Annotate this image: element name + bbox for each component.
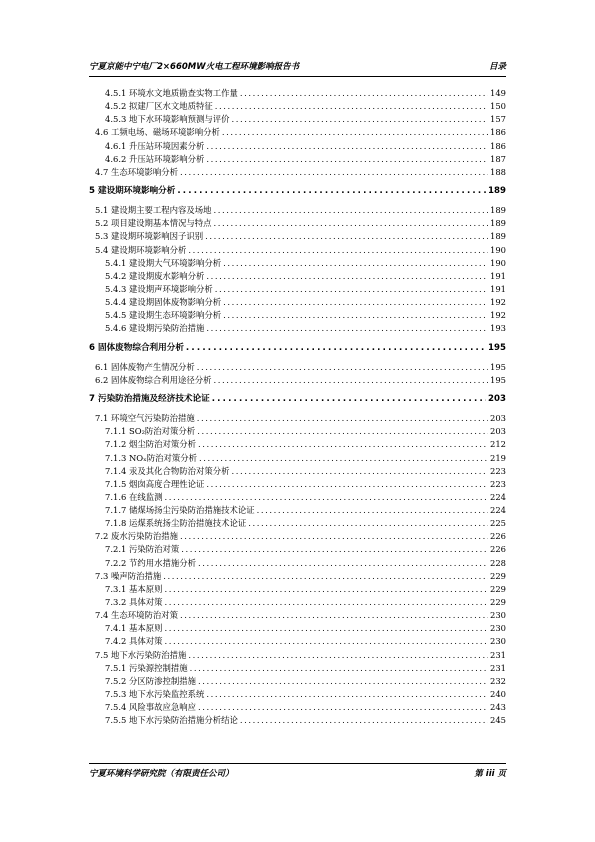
toc-entry-page: 189 — [490, 205, 506, 216]
section-label: 目录 — [488, 62, 506, 72]
toc-entry-title: 5.4.2 建设期废水影响分析 — [105, 270, 205, 281]
toc-entry-page: 189 — [490, 231, 506, 242]
toc-entry[interactable] — [89, 714, 506, 727]
toc-dot-leader — [213, 204, 488, 217]
toc-dot-leader — [212, 393, 486, 406]
toc-entry-title: 7.5 地下水污染防治措施 — [95, 649, 187, 660]
toc-entry[interactable] — [89, 557, 506, 570]
toc-entry-title: 7 污染防治措施及经济技术论证 — [89, 393, 210, 404]
toc-dot-leader — [198, 675, 488, 688]
toc-dot-leader — [188, 244, 488, 257]
toc-dot-leader — [180, 609, 488, 622]
toc-entry-title: 6.2 固体废物综合利用途径分析 — [95, 374, 212, 385]
toc-dot-leader — [257, 504, 488, 517]
toc-dot-leader — [206, 322, 488, 335]
toc-entry-page: 232 — [490, 675, 506, 686]
toc-entry-page: 230 — [490, 623, 506, 634]
toc-entry-page: 231 — [490, 649, 506, 660]
toc-entry-title: 5.4.5 建设期生态环境影响分析 — [105, 310, 222, 321]
toc-entry-title: 7.1.7 储煤场扬尘污染防治措施技术论证 — [105, 505, 255, 516]
toc-entry[interactable] — [89, 140, 506, 153]
toc-entry[interactable] — [89, 113, 506, 126]
toc-dot-leader — [206, 153, 488, 166]
toc-entry[interactable] — [89, 452, 506, 465]
toc-entry-title: 5.4.1 建设期大气环境影响分析 — [105, 257, 222, 268]
toc-dot-leader — [206, 478, 488, 491]
toc-entry-title: 7.2.2 节约用水措施分析 — [105, 557, 196, 568]
toc-entry-title: 4.6.1 升压站环境因素分析 — [105, 140, 205, 151]
toc-entry[interactable] — [89, 662, 506, 675]
toc-entry-title: 5.3 建设期环境影响因子识别 — [95, 231, 204, 242]
toc-entry[interactable] — [89, 491, 506, 504]
toc-entry[interactable] — [89, 504, 506, 517]
toc-entry-title: 5 建设期环境影响分析 — [89, 185, 176, 196]
toc-entry-page: 157 — [490, 114, 506, 125]
toc-entry[interactable] — [89, 230, 506, 243]
toc-entry[interactable] — [89, 100, 506, 113]
toc-dot-leader — [223, 257, 488, 270]
toc-entry-title: 6.1 固体废物产生情况分析 — [95, 361, 195, 372]
header-rule — [89, 76, 506, 77]
toc-dot-leader — [206, 140, 488, 153]
toc-entry-page: 219 — [490, 452, 506, 463]
toc-entry-title: 7.3 噪声防治措施 — [95, 570, 162, 581]
toc-dot-leader — [199, 452, 488, 465]
toc-entry[interactable] — [89, 478, 506, 491]
toc-entry-page: 226 — [490, 544, 506, 555]
toc-entry[interactable] — [89, 688, 506, 701]
toc-dot-leader — [248, 517, 488, 530]
toc-entry-page: 245 — [490, 715, 506, 726]
toc-dot-leader — [197, 412, 488, 425]
toc-entry[interactable] — [89, 635, 506, 648]
toc-entry-title: 7.4.2 具体对策 — [105, 636, 163, 647]
toc-entry-title: 7.5.4 风险事故应急响应 — [105, 702, 196, 713]
toc-entry[interactable] — [89, 622, 506, 635]
toc-entry-title: 7.3.2 具体对策 — [105, 597, 163, 608]
toc-entry-title: 7.1.5 烟囱高度合理性论证 — [105, 478, 205, 489]
toc-entry-title: 7.1.4 汞及其化合物防治对策分析 — [105, 465, 230, 476]
toc-entry[interactable] — [89, 217, 506, 230]
toc-dot-leader — [188, 649, 488, 662]
toc-entry-title: 5.4.6 建设期污染防治措施 — [105, 323, 205, 334]
toc-entry[interactable] — [89, 596, 506, 609]
document-title: 宁夏京能中宁电厂2×660MW火电工程环境影响报告书 — [89, 62, 300, 72]
toc-entry[interactable] — [89, 309, 506, 322]
toc-entry-page: 195 — [488, 342, 506, 353]
toc-entry-title: 7.1.6 在线监测 — [105, 491, 163, 502]
toc-entry-page: 190 — [490, 257, 506, 268]
toc-entry[interactable] — [89, 204, 506, 217]
toc-dot-leader — [215, 100, 488, 113]
toc-entry-page: 195 — [490, 374, 506, 385]
toc-entry-page: 190 — [490, 244, 506, 255]
toc-dot-leader — [198, 557, 488, 570]
toc-dot-leader — [164, 635, 488, 648]
toc-entry[interactable] — [89, 296, 506, 309]
toc-entry-page: 187 — [490, 153, 506, 164]
toc-dot-leader — [223, 309, 488, 322]
toc-entry-page: 186 — [490, 140, 506, 151]
toc-dot-leader — [180, 530, 488, 543]
toc-entry-page: 212 — [490, 439, 506, 450]
toc-entry-title: 7.2.1 污染防治对策 — [105, 544, 180, 555]
toc-entry[interactable] — [89, 270, 506, 283]
toc-entry-title: 7.5.1 污染源控制措施 — [105, 662, 188, 673]
toc-entry[interactable] — [89, 126, 506, 139]
toc-dot-leader — [206, 270, 488, 283]
toc-dot-leader — [164, 491, 488, 504]
toc-entry-title: 5.1 建设期主要工程内容及场地 — [95, 205, 212, 216]
toc-entry-page: 243 — [490, 702, 506, 713]
toc-dot-leader — [197, 425, 488, 438]
toc-dot-leader — [240, 714, 488, 727]
page-header — [89, 60, 506, 74]
toc-entry[interactable] — [89, 393, 506, 406]
toc-entry-title: 7.4.1 基本原则 — [105, 623, 163, 634]
toc-entry[interactable] — [89, 257, 506, 270]
toc-entry-title: 7.5.5 地下水污染防治措施分析结论 — [105, 715, 238, 726]
page-footer — [89, 767, 506, 781]
toc-entry-title: 7.5.3 地下水污染监控系统 — [105, 689, 205, 700]
toc-entry-title: 4.6.2 升压站环境影响分析 — [105, 153, 205, 164]
toc-entry-title: 4.5.3 地下水环境影响预测与评价 — [105, 114, 230, 125]
toc-entry-page: 223 — [490, 478, 506, 489]
toc-dot-leader — [186, 342, 486, 355]
toc-entry-page: 230 — [490, 610, 506, 621]
toc-entry[interactable] — [89, 465, 506, 478]
toc-dot-leader — [240, 87, 488, 100]
toc-dot-leader — [215, 283, 488, 296]
toc-entry-page: 225 — [490, 518, 506, 529]
toc-entry[interactable] — [89, 649, 506, 662]
toc-entry[interactable] — [89, 412, 506, 425]
toc-entry-title: 7.5.2 分区防渗控制措施 — [105, 675, 196, 686]
toc-entry[interactable] — [89, 609, 506, 622]
toc-entry-page: 224 — [490, 505, 506, 516]
toc-entry-page: 186 — [490, 127, 506, 138]
toc-entry-title: 7.3.1 基本原则 — [105, 583, 163, 594]
toc-entry-page: 226 — [490, 531, 506, 542]
toc-entry-title: 4.7 生态环境影响分析 — [95, 166, 178, 177]
toc-dot-leader — [190, 662, 488, 675]
toc-entry-title: 5.4.4 建设期固体废物影响分析 — [105, 297, 222, 308]
toc-dot-leader — [180, 166, 488, 179]
toc-entry[interactable] — [89, 583, 506, 596]
toc-dot-leader — [213, 217, 488, 230]
toc-entry-title: 4.5.1 环境水文地质勘查实物工作量 — [105, 87, 238, 98]
toc-entry[interactable] — [89, 244, 506, 257]
toc-entry[interactable] — [89, 675, 506, 688]
toc-dot-leader — [231, 113, 488, 126]
toc-dot-leader — [164, 596, 488, 609]
toc-entry-page: 192 — [490, 297, 506, 308]
toc-entry-page: 149 — [490, 87, 506, 98]
toc-entry-page: 230 — [490, 636, 506, 647]
toc-entry-title: 7.1.8 运煤系统扬尘防治措施技术论证 — [105, 518, 247, 529]
toc-entry-page: 224 — [490, 491, 506, 502]
toc-dot-leader — [163, 570, 488, 583]
table-of-contents — [89, 87, 506, 727]
toc-entry-title: 7.1.3 NOₓ防治对策分析 — [105, 452, 197, 463]
toc-entry-title: 6 固体废物综合利用分析 — [89, 342, 184, 353]
toc-entry-page: 191 — [490, 270, 506, 281]
toc-entry-page: 192 — [490, 310, 506, 321]
toc-entry-page: 240 — [490, 689, 506, 700]
toc-entry-page: 188 — [490, 166, 506, 177]
toc-entry-page: 191 — [490, 283, 506, 294]
toc-entry[interactable] — [89, 530, 506, 543]
toc-entry-page: 229 — [490, 583, 506, 594]
toc-entry-page: 229 — [490, 570, 506, 581]
toc-entry[interactable] — [89, 438, 506, 451]
toc-entry-title: 7.4 生态环境防治对策 — [95, 610, 178, 621]
toc-entry-title: 5.4.3 建设期声环境影响分析 — [105, 283, 213, 294]
toc-entry-page: 203 — [490, 426, 506, 437]
toc-entry-page: 228 — [490, 557, 506, 568]
toc-entry-page: 223 — [490, 465, 506, 476]
footer-rule — [89, 763, 506, 764]
toc-entry[interactable] — [89, 425, 506, 438]
toc-entry[interactable] — [89, 185, 506, 198]
toc-entry[interactable] — [89, 153, 506, 166]
toc-dot-leader — [198, 701, 488, 714]
toc-entry-title: 7.1 环境空气污染防治措施 — [95, 413, 195, 424]
toc-entry[interactable] — [89, 283, 506, 296]
toc-entry-page: 203 — [488, 393, 506, 404]
toc-entry-page: 189 — [488, 185, 506, 196]
toc-dot-leader — [164, 583, 488, 596]
toc-entry[interactable] — [89, 701, 506, 714]
toc-dot-leader — [222, 126, 488, 139]
toc-entry[interactable] — [89, 322, 506, 335]
toc-entry-title: 7.1.1 SO₂防治对策分析 — [105, 426, 196, 437]
toc-entry[interactable] — [89, 166, 506, 179]
toc-dot-leader — [164, 622, 488, 635]
toc-dot-leader — [197, 361, 488, 374]
toc-entry[interactable] — [89, 361, 506, 374]
toc-dot-leader — [213, 374, 488, 387]
footer-page-number: 第 iii 页 — [474, 769, 506, 779]
toc-entry-title: 4.6 工频电场、磁场环境影响分析 — [95, 127, 220, 138]
toc-entry-page: 193 — [490, 323, 506, 334]
toc-dot-leader — [205, 230, 488, 243]
toc-dot-leader — [206, 688, 488, 701]
toc-entry-title: 7.2 废水污染防治措施 — [95, 531, 178, 542]
toc-entry-title: 5.4 建设期环境影响分析 — [95, 244, 187, 255]
toc-entry-title: 4.5.2 拟建厂区水文地质特征 — [105, 101, 213, 112]
toc-entry[interactable] — [89, 517, 506, 530]
toc-entry-page: 150 — [490, 101, 506, 112]
toc-entry[interactable] — [89, 544, 506, 557]
toc-entry-title: 5.2 项目建设期基本情况与特点 — [95, 218, 212, 229]
toc-entry-page: 229 — [490, 597, 506, 608]
toc-entry[interactable] — [89, 87, 506, 100]
toc-dot-leader — [198, 438, 488, 451]
toc-entry-title: 7.1.2 烟尘防治对策分析 — [105, 439, 196, 450]
toc-dot-leader — [181, 543, 488, 556]
toc-entry-page: 195 — [490, 361, 506, 372]
toc-entry-page: 189 — [490, 218, 506, 229]
toc-dot-leader — [223, 296, 488, 309]
toc-entry[interactable] — [89, 342, 506, 355]
toc-entry[interactable] — [89, 570, 506, 583]
toc-entry[interactable] — [89, 374, 506, 387]
toc-dot-leader — [177, 185, 486, 198]
toc-dot-leader — [231, 465, 488, 478]
toc-entry-page: 231 — [490, 662, 506, 673]
toc-entry-page: 203 — [490, 413, 506, 424]
footer-organization: 宁夏环境科学研究院（有限责任公司） — [89, 769, 234, 779]
